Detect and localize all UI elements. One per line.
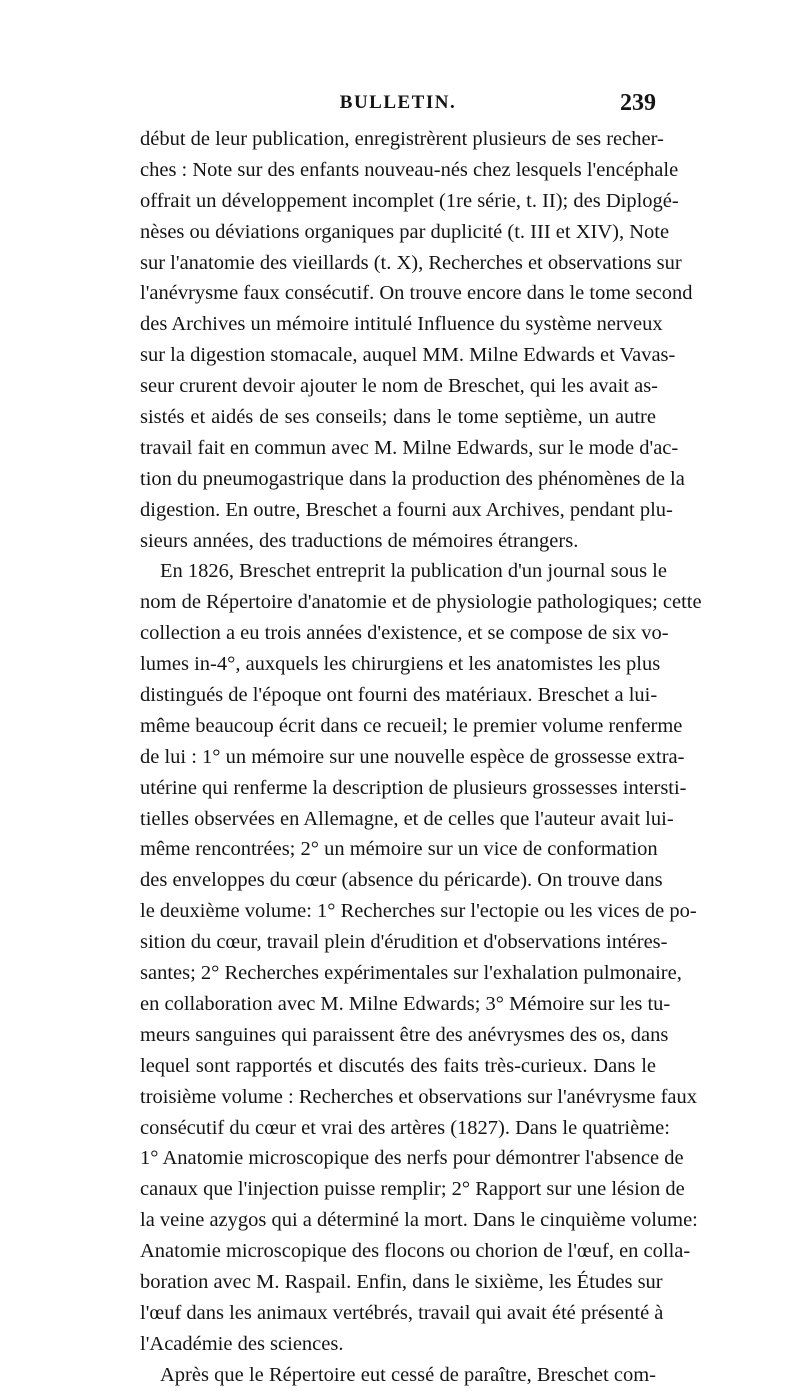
text-line: 1° Anatomie microscopique des nerfs pour démontrer l'absence de [140,1147,684,1170]
running-title: BULLETIN. [339,92,457,113]
running-head [140,92,656,122]
text-line: l'Académie des sciences. [140,1332,344,1355]
page-number: 239 [620,90,656,116]
text-line: ches : Note sur des enfants nouveau-nés chez lesquels l'encéphale [140,158,679,181]
text-line: santes; 2° Recherches expérimentales sur l'exhalation pulmonaire, [140,962,682,985]
text-line: la veine azygos qui a déterminé la mort. Dans le cinquième volume: [140,1209,698,1232]
text-line: distingués de l'époque ont fourni des matériaux. Breschet a lui- [140,684,658,707]
text-line: troisième volume : Recherches et observations sur l'anévrysme faux [140,1085,698,1108]
text-line: offrait un développement incomplet (1re série, t. II); des Diplogé- [140,189,679,212]
text-line: l'anévrysme faux consécutif. On trouve encore dans le tome second [140,282,693,305]
text-line: même beaucoup écrit dans ce recueil; le premier volume renferme [140,714,683,737]
text-line: tion du pneumogastrique dans la production des phénomènes de la [140,467,685,490]
text-line: boration avec M. Raspail. Enfin, dans le sixième, les Études sur [140,1270,663,1293]
text-line: en collaboration avec M. Milne Edwards; 3° Mémoire sur les tu- [140,992,671,1015]
text-line: digestion. En outre, Breschet a fourni aux Archives, pendant plu- [140,498,673,521]
text-line: des enveloppes du cœur (absence du péricarde). On trouve dans [140,869,663,892]
text-line: l'œuf dans les animaux vertébrés, travail qui avait été présenté à [140,1301,664,1324]
text-line: seur crurent devoir ajouter le nom de Breschet, qui les avait as- [140,375,659,398]
text-line: nèses ou déviations organiques par duplicité (t. III et XIV), Note [140,220,670,243]
text-line: Anatomie microscopique des flocons ou chorion de l'œuf, en colla- [140,1240,691,1263]
text-line: le deuxième volume: 1° Recherches sur l'ectopie ou les vices de po- [140,900,697,923]
text-line: lumes in-4°, auxquels les chirurgiens et les anatomistes les plus [140,653,661,676]
text-line: canaux que l'injection puisse remplir; 2° Rapport sur une lésion de [140,1178,685,1201]
text-line: En 1826, Breschet entreprit la publication d'un journal sous le [160,560,667,583]
text-line: début de leur publication, enregistrèrent plusieurs de ses recher- [140,128,664,150]
text-line: sieurs années, des traductions de mémoires étrangers. [140,529,579,552]
text-line: travail fait en commun avec M. Milne Edwards, sur le mode d'ac- [140,436,679,459]
text-line: tielles observées en Allemagne, et de celles que l'auteur avait lui- [140,807,674,830]
text-line: des Archives un mémoire intitulé Influence du système nerveux [140,313,663,336]
text-line: même rencontrées; 2° un mémoire sur un vice de conformation [140,838,658,861]
text-line: lequel sont rapportés et discutés des faits très-curieux. Dans le [140,1054,656,1077]
text-line: utérine qui renferme la description de plusieurs grossesses intersti- [140,776,687,799]
text-line: sition du cœur, travail plein d'érudition et d'observations intéres- [140,931,668,954]
text-line: de lui : 1° un mémoire sur une nouvelle espèce de grossesse extra- [140,745,685,768]
text-line: collection a eu trois années d'existence, et se compose de six vo- [140,622,669,645]
text-line: consécutif du cœur et vrai des artères (1827). Dans le quatrième: [140,1116,670,1139]
text-line: Après que le Répertoire eut cessé de paraître, Breschet com- [160,1363,656,1386]
text-line: sur l'anatomie des vieillards (t. X), Recherches et observations sur [140,251,682,274]
text-line: sistés et aidés de ses conseils; dans le tome septième, un autre [140,406,656,429]
body-text [140,124,702,1391]
text-line: meurs sanguines qui paraissent être des anévrysmes des os, dans [140,1023,669,1046]
text-line: sur la digestion stomacale, auquel MM. Milne Edwards et Vavas- [140,344,676,367]
text-line: nom de Répertoire d'anatomie et de physiologie pathologiques; cette [140,591,702,614]
